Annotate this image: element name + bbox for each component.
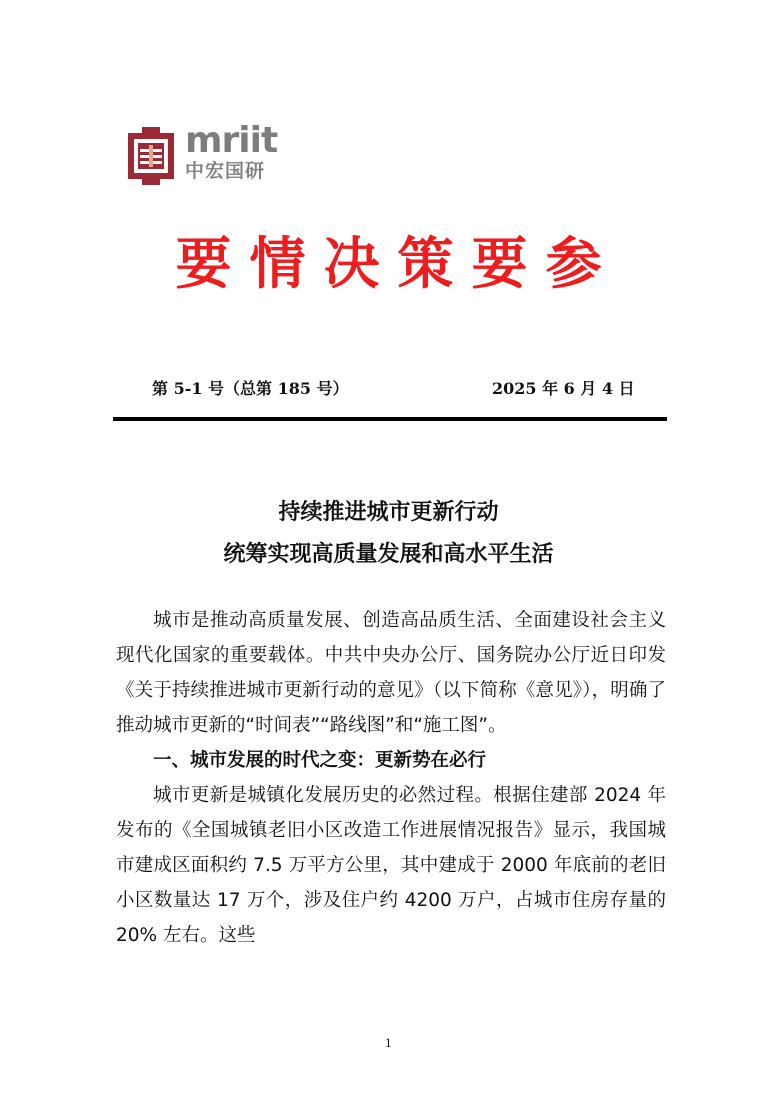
paragraph-section1: 城市更新是城镇化发展历史的必然过程。根据住建部 2024 年发布的《全国城镇老旧小区改造工作进展情况报告》显示，我国城市建成区面积约 7.5 万平方公里，其中建成于 2000 年底前的老旧小区数量达 17 万个，涉及住户约 4200 万户，占城市住房存量的 20% 左右。这些 [116,785,666,946]
mriit-logo [128,120,288,187]
logo-text-en: mriit [185,120,278,161]
masthead-title: 要情决策要参 [175,232,620,297]
article-body [116,603,666,953]
paragraph-intro: 城市是推动高质量发展、创造高品质生活、全面建设社会主义现代化国家的重要载体。中共中央办公厅、国务院办公厅近日印发《关于持续推进城市更新行动的意见》（以下简称《意见》），明确了推动城市更新的“时间表”“路线图”和“施工图”。 [116,610,666,736]
logo-text-cn: 中宏国研 [185,160,266,182]
mriit-logo-mark-icon [128,127,174,185]
article-title-line1: 持续推进城市更新行动 [278,499,499,525]
issue-number: 第 5-1 号（总第 185 号） [152,379,349,398]
header-divider [113,417,667,421]
article-title-line2: 统筹实现高质量发展和高水平生活 [223,541,554,567]
issue-date: 2025 年 6 月 4 日 [492,379,635,398]
page-number: 1 [385,1037,392,1050]
section-heading: 一、城市发展的时代之变：更新势在必行 [153,750,487,771]
